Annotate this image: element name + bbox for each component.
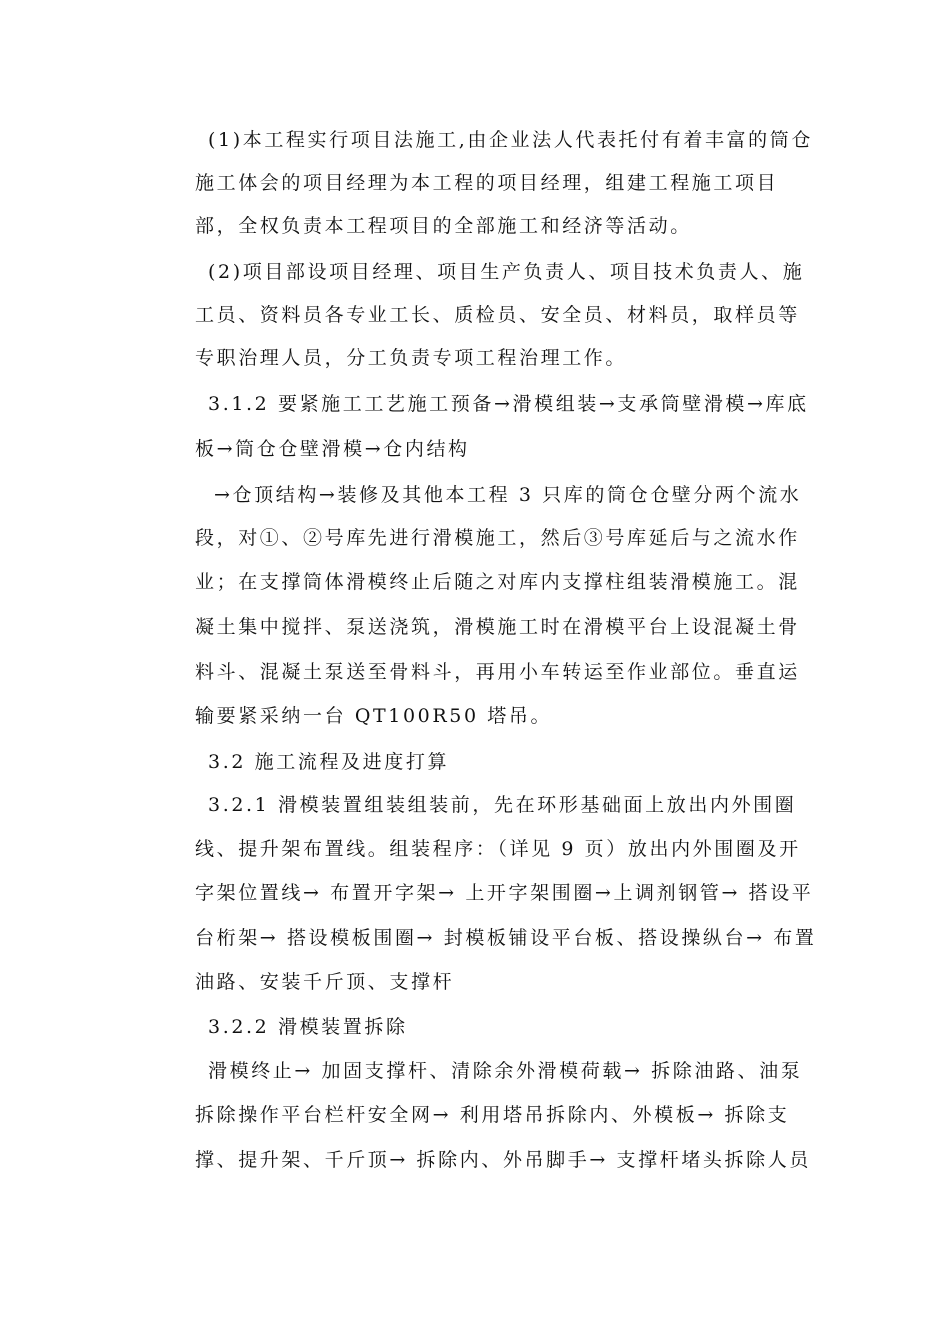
text-line: 专职治理人员，分工负责专项工程治理工作。 <box>195 347 628 369</box>
text-line: 板→筒仓仓壁滑模→仓内结构 <box>195 438 470 460</box>
text-line: 凝土集中搅拌、泵送浇筑，滑模施工时在滑模平台上设混凝土骨 <box>195 616 800 638</box>
text-line: 段，对①、②号库先进行滑模施工，然后③号库延后与之流水作 <box>195 527 800 549</box>
text-line: 3.2.2 滑模装置拆除 <box>208 1016 408 1038</box>
text-line: 撑、提升架、千斤顶→ 拆除内、外吊脚手→ 支撑杆堵头拆除人员 <box>195 1149 811 1171</box>
text-line: 线、提升架布置线。组装程序：（详见 9 页）放出内外围圈及开 <box>195 838 801 860</box>
text-line: (2)项目部设项目经理、项目生产负责人、项目技术负责人、施 <box>208 261 805 283</box>
text-line: 台桁架→ 搭设模板围圈→ 封模板铺设平台板、搭设操纵台→ 布置 <box>195 927 817 949</box>
text-line: 字架位置线→ 布置开字架→ 上开字架围圈→上调剂钢管→ 搭设平 <box>195 882 814 904</box>
text-line: 滑模终止→ 加固支撑杆、清除余外滑模荷载→ 拆除油路、油泵 <box>208 1060 803 1082</box>
text-line: 油路、安装千斤顶、支撑杆 <box>195 971 455 993</box>
text-line: 施工体会的项目经理为本工程的项目经理，组建工程施工项目 <box>195 172 779 194</box>
text-line: 3.2 施工流程及进度打算 <box>208 751 450 773</box>
text-line: 拆除操作平台栏杆安全网→ 利用塔吊拆除内、外模板→ 拆除支 <box>195 1104 790 1126</box>
text-line: 3.1.2 要紧施工工艺施工预备→滑模组装→支承筒壁滑模→库底 <box>208 393 809 415</box>
text-line: 料斗、混凝土泵送至骨料斗，再用小车转运至作业部位。垂直运 <box>195 661 800 683</box>
text-line: →仓顶结构→装修及其他本工程 3 只库的筒仓仓壁分两个流水 <box>214 484 802 506</box>
text-line: 业；在支撑筒体滑模终止后随之对库内支撑柱组装滑模施工。混 <box>195 571 800 593</box>
text-line: 工员、资料员各专业工长、质检员、安全员、材料员，取样员等 <box>195 304 800 326</box>
text-line: (1)本工程实行项目法施工,由企业法人代表托付有着丰富的筒仓 <box>208 129 813 151</box>
text-line: 部，全权负责本工程项目的全部施工和经济等活动。 <box>195 215 692 237</box>
text-line: 3.2.1 滑模装置组装组装前，先在环形基础面上放出内外围圈 <box>208 794 797 816</box>
text-line: 输要紧采纳一台 QT100R50 塔吊。 <box>195 705 553 727</box>
